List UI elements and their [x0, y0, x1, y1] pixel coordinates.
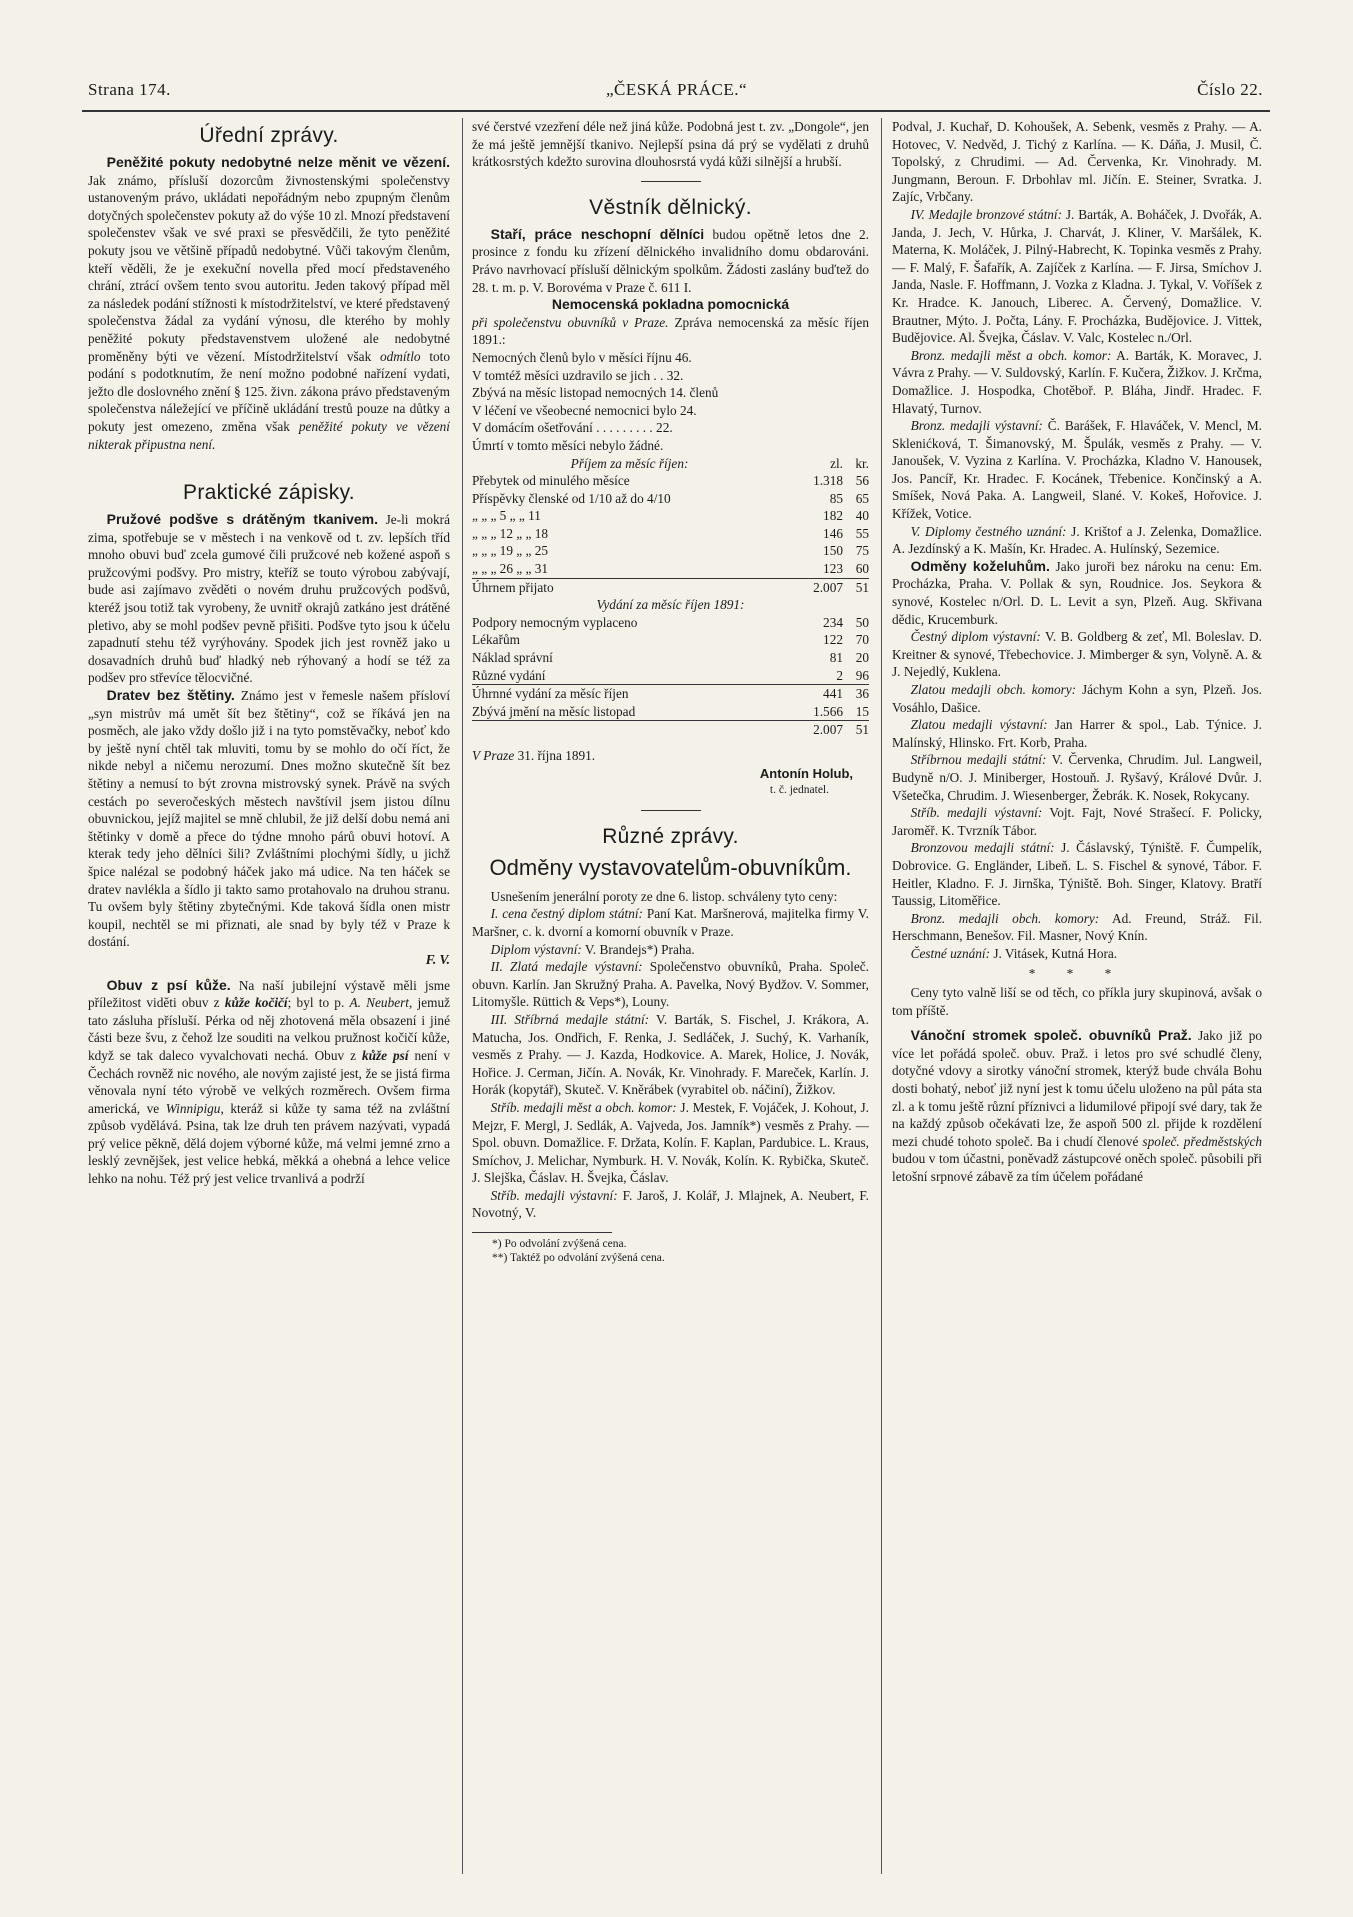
- award-entry: [892, 681, 1262, 716]
- article-text: , kteráž si kůže ty sama též na zvláštní způsob vydělává. Psina, tak lze druh ten právem nazývati, vypadá prý velice pěkně, dělá dojem výborné kůže, má velmi jemné zrno a lesklý zevnějšek, jest velice hebká, měkká a ohebná a lehce velice lehko na nohu. Též prý jest velice trvanlivá a podrží: [88, 1100, 450, 1187]
- row-kr: 15: [855, 703, 869, 719]
- award-entry: [892, 523, 1262, 558]
- table-row: [472, 490, 869, 508]
- footnote: *) Po odvolání zvýšená cena.: [492, 1238, 627, 1251]
- award-entry: [472, 941, 869, 959]
- article-text: Je-li mokrá zima, spotřebuje se v městech i na venkově od t. zv. lepších tříd mnoho obuvi buď zcela gumové čili pružcové neb kožené aspoň s pružcovými podšvy. Pro mistry, kteříž se touto výrobou zabývají, bude asi zajímavo zvěděti o novém druhu pružcových podšvů, kteréž jsou totiž tak vyrobeny, že uvnitř okrajů zatkáno jest drátěné pletivo, aby se mohl podšev pevně přišiti. Podšve tyto jsou k účelu zapadnutí stehu též vyrýhovány. Spodek jich jest rovněž jako u dosavadních druhů buď hladký neb rýhovaný a hodí se též za podšev pro střevíce tělocvičné.: [88, 512, 450, 686]
- table-row: [472, 703, 869, 721]
- fund-stat-line: Zbývá na měsíc listopad nemocných 14. členů: [472, 385, 719, 401]
- table-row: [472, 614, 869, 632]
- article-text: Jak známo, přísluší dozorcům živnostenskými společenstvy ustanoveným právo, ukládati nepořádným nebo zpupným členům dotyčných společenstev pokuty až do výše 10 zl. Mnozí představení společenstev však ve své praxi se přesvědčili, že tyto peněžité pokuty jsou ve většině případů nedobytné. Vůči takovým členům, kteří věděli, že je exekuční novella před mocí představeného chrání, ztrácí ovšem tento svou autoritu. Jeden takový případ měl za následek podání stížnosti k místodržitelství, ve které představený společenstva žádal za vydání výnosu, dle kterého by mohly peněžité pokuty představenstvem uložené ale nedobytné proměněny býti ve vězení. Místodržitelství však: [88, 172, 450, 364]
- award-category: Diplom výstavní:: [490, 941, 582, 957]
- award-entry: [892, 751, 1262, 804]
- row-kr: 70: [855, 632, 869, 648]
- fund-report-intro: Zpráva nemocenská za měsíc říjen 1891.:: [472, 314, 869, 348]
- row-label: Příspěvky členské od 1/10 až do 4/10: [472, 490, 671, 506]
- journal-title: „ČESKÁ PRÁCE.“: [605, 80, 748, 99]
- row-label: „ „ „ 5 „ „ 11: [472, 508, 541, 524]
- award-winners: V. Brandejs*) Praha.: [584, 941, 695, 957]
- award-category: Stříb. medajli měst a obch. komor:: [490, 1099, 677, 1115]
- row-zl: 441: [787, 685, 843, 703]
- row-zl: 81: [829, 650, 843, 666]
- income-heading: Příjem za měsíc říjen:: [570, 455, 689, 471]
- table-row: [472, 560, 869, 578]
- row-kr: 55: [855, 525, 869, 541]
- table-row: [472, 525, 869, 543]
- award-entry: [472, 1011, 869, 1099]
- award-winners: Jan Harrer & spol., Lab. Týnice. J. Malínský, Hlinsko. Frt. Korb, Praha.: [892, 717, 1262, 750]
- table-row: [472, 542, 869, 560]
- article-emphasis: kůže psí: [361, 1047, 409, 1063]
- award-winners: Vojt. Fajt, Nové Strašecí. F. Policky, Jaroměř. K. Tvrzník Tábor.: [892, 805, 1262, 838]
- fund-subtitle-line: [472, 314, 869, 349]
- award-entry: [892, 839, 1262, 909]
- article-text: Jako juroři bez nároku na cenu: Em. Procházka, Praha. V. Pollak & syn, Roudnice. Jos. Seykora & synové, Kostelec n/Orl. D. L. Levit a syn, Plzeň. Aug. Skřivana dědic, Krucemburk.: [892, 558, 1262, 627]
- award-winners: F. Jaroš, J. Kolář, J. Mlajnek, A. Neubert, F. Novotný, V.: [472, 1187, 869, 1221]
- row-zl: 122: [823, 632, 843, 648]
- row-zl: 1.318: [813, 473, 843, 489]
- row-zl: 123: [823, 561, 843, 577]
- award-category: Čestné uznání:: [910, 945, 991, 961]
- fund-title: Nemocenská pokladna pomocnická: [551, 296, 790, 313]
- award-category: Bronz. medajli měst a obch. komor:: [910, 347, 1112, 363]
- column-divider-2: [881, 118, 882, 1874]
- article-emphasis: kůže kočičí: [224, 995, 288, 1011]
- column-3: [892, 118, 1262, 1880]
- row-kr: 96: [855, 667, 869, 683]
- article-christmas-tree: [892, 1027, 1262, 1185]
- award-winners: Společenstvo obuvníků, Praha. Společ. obuvn. Karlín. Jan Skružný Praha. A. Pavelka, Nový Bydžov. V. Sommer, Litomyšle. Rüttich & Veps*), Louny.: [472, 959, 869, 1010]
- row-zl: 2.007: [787, 578, 843, 596]
- fund-stats: [472, 349, 869, 455]
- article-text: , jemuž tato zásluha přísluší. Pérka od něj zhotovená měla obsazení i jiné části beze švu, z čehož lze souditi na velkou pružnost kočičí kůže, když se tak daleco vyvalchovati nechá. Obuv z: [88, 995, 450, 1063]
- award-entry: [472, 1099, 869, 1187]
- article-old-workers: [472, 226, 869, 296]
- article-emphasis: peněžité pokuty ve vězení nikterak připustna není.: [88, 418, 450, 452]
- row-kr: 51: [843, 721, 869, 739]
- article-text: Na naší jubilejní výstavě měli jsme příležitost viděti obuv z: [88, 977, 450, 1011]
- row-zl: 234: [823, 614, 843, 630]
- article-text: budou v tom účastni, poněvadž zástupcové oněch společ. působili při letošní srpnové zábavě za tím účelem pořádané: [892, 1151, 1262, 1185]
- award-entry: [892, 804, 1262, 839]
- zl-header: zl.: [830, 455, 843, 471]
- row-zl: 2.007: [787, 721, 843, 739]
- row-kr: 75: [855, 543, 869, 559]
- prices-note: Ceny tyto valně liší se od těch, co příkla jury skupinová, avšak o tom příště.: [892, 985, 1262, 1018]
- article-text: toto podání s podotknutím, že není možno podobné nařízení vydati, ježto dle doslovného znění § 125. živn. zákona právo představeným společenstva náležející ve příčině ukládání trestů pouze na důtky a pokuty jest omezeno, změna však: [88, 348, 450, 434]
- award-winners: Paní Kat. Maršnerová, majitelka firmy V. Maršner, c. k. dvorní a komorní obuvník v Praze.: [472, 906, 869, 939]
- award-winners: J. Barták, A. Boháček, J. Dvořák, A. Janda, J. Jech, V. Hůrka, J. Charvát, J. Kliner, V. Maršálek, K. Materna, K. Moláček, J. Pilný-Habrecht, K. Topinka vesměs z Prahy. — F. Malý, F. Šafařík, A. Zajíček z Karlína. — F. Jirsa, Smíchov J. Janda, Nasle. F. Hoffmann, J. Vozka z Kladna. J. Tykal, V. Voříšek z Kr. Hradce. K. Janouch, Liberec. A. Červený, Domažlice. V. Brautner, Mýto. J. Počta, Lány. F. Procházka, Budějovice. J. Vittek, Budějovice. Al. Švejka, Čáslav. V. Valc, Kostelec n./Orl.: [892, 206, 1262, 346]
- award-entry: [892, 628, 1262, 681]
- column-divider-1: [462, 118, 463, 1874]
- dateline: [472, 747, 869, 765]
- fund-stat-line: V tomtéž měsíci uzdravilo se jich . . 32.: [472, 367, 684, 383]
- table-row: [472, 667, 869, 685]
- row-label: „ „ „ 26 „ „ 31: [472, 561, 549, 577]
- award-entry: [892, 910, 1262, 945]
- award-winners: V. Barták, S. Fischel, J. Krákora, A. Matucha, Jos. Ondřich, F. Renka, J. Sedláček, J. Suchý, K. Varhaník, vesměs z Prahy. — J. Kazda, Hodkovice. A. Marek, Holice, J. Novák, Hořice. J. Cerman, Jičín. A. Novák, Kr. Vinohrady. F. Mareček, Karlín. J. Horák (kopytář), Skuteč. V. Kněrábek (vyrabitel ob. náčiní), Žižkov.: [472, 1011, 869, 1098]
- award-category: IV. Medajle bronzové státní:: [910, 206, 1063, 222]
- article-lead: Vánoční stromek společ. obuvníků Praž.: [910, 1027, 1192, 1044]
- article-text: ; byl to p.: [287, 995, 345, 1011]
- award-winners: J. Vitásek, Kutná Hora.: [993, 945, 1118, 961]
- award-winners: A. Barták, K. Moravec, J. Vávra z Prahy. — V. Suldovský, Karlín. F. Kučera, Žižkov. J. Krčma, Domažlice. J. Hospodka, Chotěboř. P. Bláha, Jindř. Hradec. F. Hlavatý, Turnov.: [892, 347, 1262, 416]
- award-category: II. Zlatá medajle výstavní:: [490, 959, 643, 975]
- article-text: Jako již po více let pořádá společ. obuv. Praž. i letos pro své schudlé členy, dotyčné vdovy a sirotky vánoční stromek, kterýž bude chvála Bohu dosti bohatý, neboť již nyní jest k tomu účelu uloženo na půl páta sta zl. a k tomu ještě různí příznivci a lidumilové připojí své dary, tak že na každý způsob očekávati lze, že aspoň 500 zl. přijde k rozdělení mezi chudé tohoto společ. Ba i chudí členové: [892, 1028, 1262, 1149]
- award-entry: [892, 417, 1262, 523]
- column-1: [88, 118, 450, 1880]
- row-label: Různé vydání: [472, 667, 546, 683]
- kr-header: kr.: [855, 455, 869, 471]
- article-emphasis: odmítlo: [379, 348, 421, 364]
- row-zl: 1.566: [813, 703, 843, 719]
- award-winners: Jáchym Kohn a syn, Plzeň. Jos. Vosáhlo, Dašice.: [892, 682, 1262, 715]
- section-heading-workers: Věstník dělnický.: [589, 195, 752, 219]
- award-category: Bronzovou medajli státní:: [910, 840, 1055, 856]
- separator-stars: * * *: [1028, 965, 1126, 981]
- award-category: Bronz. medajli výstavní:: [910, 418, 1043, 434]
- article-emphasis: Winnipigu: [165, 1100, 221, 1116]
- table-row: [472, 578, 869, 596]
- row-label: „ „ „ 19 „ „ 25: [472, 543, 549, 559]
- table-row: [472, 721, 869, 739]
- finance-table: [472, 455, 869, 740]
- award-entry: [892, 716, 1262, 751]
- row-label: Přebytek od minulého měsíce: [472, 473, 630, 489]
- award-entry: [472, 1187, 869, 1222]
- award-category: I. cena čestný diplom státní:: [490, 906, 643, 922]
- row-zl: 85: [829, 490, 843, 506]
- award-category: Stříbrnou medajli státní:: [910, 752, 1047, 768]
- column-2: [472, 118, 869, 1880]
- table-row: [472, 507, 869, 525]
- article-lead: Dratev bez štětiny.: [106, 687, 235, 704]
- award-category: Stříb. medajli výstavní:: [910, 805, 1043, 821]
- award-winners: Ad. Freund, Stráž. Fil. Herschmann, Benešov. Fil. Masner, Nový Knín.: [892, 910, 1262, 944]
- row-kr: 36: [843, 685, 869, 703]
- award-winners: J. Krištof a J. Zelenka, Domažlice. A. Jezdínský a K. Mašín, Kr. Hradec. A. Hulínský, Sezemice.: [892, 523, 1262, 557]
- dateline-date: 31. října 1891.: [517, 748, 596, 763]
- award-category: III. Stříbrná medajle státní:: [490, 1011, 650, 1027]
- row-kr: 20: [855, 650, 869, 666]
- issue-number: Číslo 22.: [1197, 80, 1263, 99]
- award-category: Stříb. medajli výstavní:: [490, 1187, 618, 1203]
- article-text: budou opětně letos dne 2. prosince z fondu ku zřízení dělnického invalidního domu obdarováni. Právo navrhovací přísluší dělnickým spolkům. Žádosti zaslány buďtež do 28. t. m. p. V. Borovéma v Praze č. 611 I.: [472, 226, 869, 295]
- award-category: Čestný diplom výstavní:: [910, 629, 1041, 645]
- row-label: Lékařům: [472, 632, 520, 648]
- signature-role: t. č. jednatel.: [769, 784, 829, 797]
- award-winners: V. B. Goldberg & zeť, Ml. Boleslav. D. Kreitner & synové, Třebechovice. J. Mimberger & syn, Volyně. A. & J. Nejedlý, Kuklena.: [892, 629, 1262, 680]
- expense-heading: Vydání za měsíc říjen 1891:: [596, 597, 745, 613]
- article-continuation: své čerstvé vzezření déle než jiná kůže. Podobná jest t. zv. „Dongole“, jen že má ještě jemnější tkanivo. Nejlepší psina dá prý se vydělati z druhů krátkosrstých kdežto surovina dlouhosrstá vydá kůži silnější a hrubší.: [472, 119, 869, 170]
- dateline-place: V Praze: [472, 748, 515, 763]
- table-row: [472, 631, 869, 649]
- article-text: Známo jest v řemesle našem přísloví „syn mistrův má umět šít bez štětiny“, což se říkává jen na posměch, ale jako vždy došlo již i na tyto pomstěvačky, neboť kdo by ještě nyní chtěl tak mluviti, tomu by se mohlo do očí říct, že nikde nebyl a ničemu nerozumí. Dnes možno skutečně šít bez štětiny a nemusí to být zrovna mistrovský synek. Právě na svých cestách po severočeských městech navštívil jsem jistou dílnu obuvnickou, jejíž majitel se mně chlubil, že již delší dobu nemá ani štětinky v domě a přece do týdne mnoho párů obuvi hotoví. A kterak tedy jeho dělníci šili? Zvláštními plochými šídly, u jichž špice nalézal se podobný háček jako má udice. Na ten háček se dratev navlékla a šídlo ji takto samo protahovalo na druhou stranu. Tu ovšem byly štětiny zbytečnými. Kde taková šídla onen mistr koupil, nechtěl se mi přiznati, ale snad by byly též v Praze k dostání.: [88, 688, 450, 950]
- article-emphasis: společ. předměstských: [1142, 1133, 1262, 1149]
- page-number: Strana 174.: [88, 80, 171, 99]
- fund-stat-line: V domácím ošetřování . . . . . . . . . 22.: [472, 420, 673, 436]
- header-rule: [82, 110, 1270, 112]
- award-continuation: Podval, J. Kuchař, D. Kohoušek, A. Sebenk, vesměs z Prahy. — A. Hotovec, V. Nedvěd, J. Tichý z Karlína. — K. Dáňa, J. Musil, Č. Topolský, z Chrudimi. — Ad. Červenka, Kr. Vinohrady. M. Jungmann, Beroun. F. Drbohlav ml. Jičín. E. Steiner, Svratka. J. Zajíc, Vrbčany.: [892, 119, 1262, 205]
- award-category: Zlatou medajli výstavní:: [910, 717, 1048, 733]
- row-label: Náklad správní: [472, 650, 553, 666]
- row-kr: 50: [855, 614, 869, 630]
- award-winners: V. Červenka, Chrudim. Jul. Langweil, Budyně n/O. J. Miniberger, Hostouň. J. Ryšavý, Králové Dvůr. J. Všetečka, Chrudim. J. Wiesenberger, Žebrák. K. Nosek, Rokycany.: [892, 752, 1262, 803]
- table-row: [472, 472, 869, 490]
- award-category: Zlatou medajli obch. komory:: [910, 682, 1077, 697]
- fund-stat-line: Úmrtí v tomto měsíci nebylo žádné.: [472, 437, 664, 453]
- row-label: „ „ „ 12 „ „ 18: [472, 525, 549, 541]
- awards-intro: Usnešením jenerální poroty ze dne 6. listop. schváleny tyto ceny:: [490, 888, 838, 904]
- award-winners: J. Čáslavský, Týniště. F. Čumpelík, Dobrovice. G. Engländer, Libeň. L. S. Fischel & synové, Tábor. F. Heitler, Kladno. F. J. Jirnška, Týniště. Boh. Singer, Klatovy. Bratří Taussig, Litoměřice.: [892, 840, 1262, 909]
- article-thread: [88, 687, 450, 951]
- row-kr: 40: [855, 508, 869, 524]
- article-lead: Staří, práce neschopní dělníci: [490, 225, 705, 242]
- award-category: V. Diplomy čestného uznání:: [910, 523, 1067, 539]
- article-lead: Peněžité pokuty nedobytné nelze měnit ve vězení.: [106, 154, 450, 170]
- section-heading-misc: Různé zprávy.: [602, 824, 739, 848]
- row-zl: 2: [836, 667, 843, 683]
- row-kr: 65: [855, 490, 869, 506]
- row-label: Zbývá jmění na měsíc listopad: [472, 703, 636, 719]
- row-label: Podpory nemocným vyplaceno: [472, 614, 638, 630]
- article-rubber-soles: [88, 511, 450, 687]
- fund-subtitle: při společenstvu obuvníků v Praze.: [472, 314, 669, 330]
- award-entry: [892, 347, 1262, 417]
- signature-name: Antonín Holub,: [759, 765, 853, 781]
- article-lead: Odměny koželuhům.: [910, 557, 1050, 574]
- award-category: Bronz. medajli obch. komory:: [910, 910, 1100, 926]
- award-entry: [892, 206, 1262, 347]
- row-kr: 56: [855, 473, 869, 489]
- fund-stat-line: Nemocných členů bylo v měsíci říjnu 46.: [472, 349, 692, 365]
- article-fines: [88, 154, 450, 453]
- award-entry: [472, 958, 869, 1011]
- section-heading-practical: Praktické zápisky.: [183, 481, 355, 505]
- row-label: Úhrnem přijato: [472, 578, 787, 596]
- row-zl: 182: [823, 508, 843, 524]
- fund-stat-line: V léčení ve všeobecné nemocnici bylo 24.: [472, 402, 697, 418]
- article-title-awards: Odměny vystavovatelům-obuvníkům.: [489, 854, 852, 880]
- article-emphasis: A. Neubert: [349, 995, 409, 1011]
- award-entry: [472, 905, 869, 940]
- award-entry: [892, 945, 1262, 963]
- section-heading-official: Úřední zprávy.: [199, 124, 339, 147]
- award-winners: Č. Barášek, F. Hlaváček, V. Mencl, M. Sklenićková, T. Šimanovský, M. Špulák, vesměs z Prahy. — V. Janoušek, V. Vyzina z Karlína. V. Procházka, Kladno V. Hanousek, Jos. Pancíř, Kr. Hradec. F. Kocánek, Třebenice. Končinský a A. Smíšek, Nová Paka. A. Langweil, Slané. V. Kokeš, Hořovice. J. Křížek, Votice.: [892, 418, 1262, 522]
- table-row: [472, 685, 869, 703]
- article-text: není v Čechách rovněž nic nového, ale novým zajisté jest, že se jistá firma věnovala nyní této výrobě ve velkých rozměrech. Ovšem firma americká, ve: [88, 1047, 450, 1116]
- footnote: **) Taktéž po odvolání zvýšená cena.: [492, 1252, 665, 1265]
- row-zl: 146: [823, 525, 843, 541]
- article-lead: Obuv z psí kůže.: [106, 976, 231, 993]
- row-zl: 150: [823, 543, 843, 559]
- row-kr: 60: [855, 561, 869, 577]
- row-kr: 51: [843, 578, 869, 596]
- article-dog-leather: [88, 977, 450, 1188]
- article-tanners: [892, 558, 1262, 628]
- article-lead: Pružové podšve s drátěným tkanivem.: [106, 511, 378, 528]
- table-row: [472, 649, 869, 667]
- article-signature: F. V.: [425, 951, 450, 967]
- award-winners: J. Mestek, F. Vojáček, J. Kohout, J. Mejzr, F. Mergl, J. Sedlák, A. Vajveda, Jos. Jamník*) vesměs z Prahy. — Spol. obuvn. Domažlice. F. Držata, Kolín. F. Kaplan, Pardubice. L. Kraus, Smíchov, J. Melichar, Nymburk. H. V. Novák, Kolín. K. Rybička, Skuteč. J. Slejška, Čáslav. H. Švejka, Čáslav.: [472, 1099, 869, 1186]
- row-label: Úhrnné vydání za měsíc říjen: [472, 685, 787, 703]
